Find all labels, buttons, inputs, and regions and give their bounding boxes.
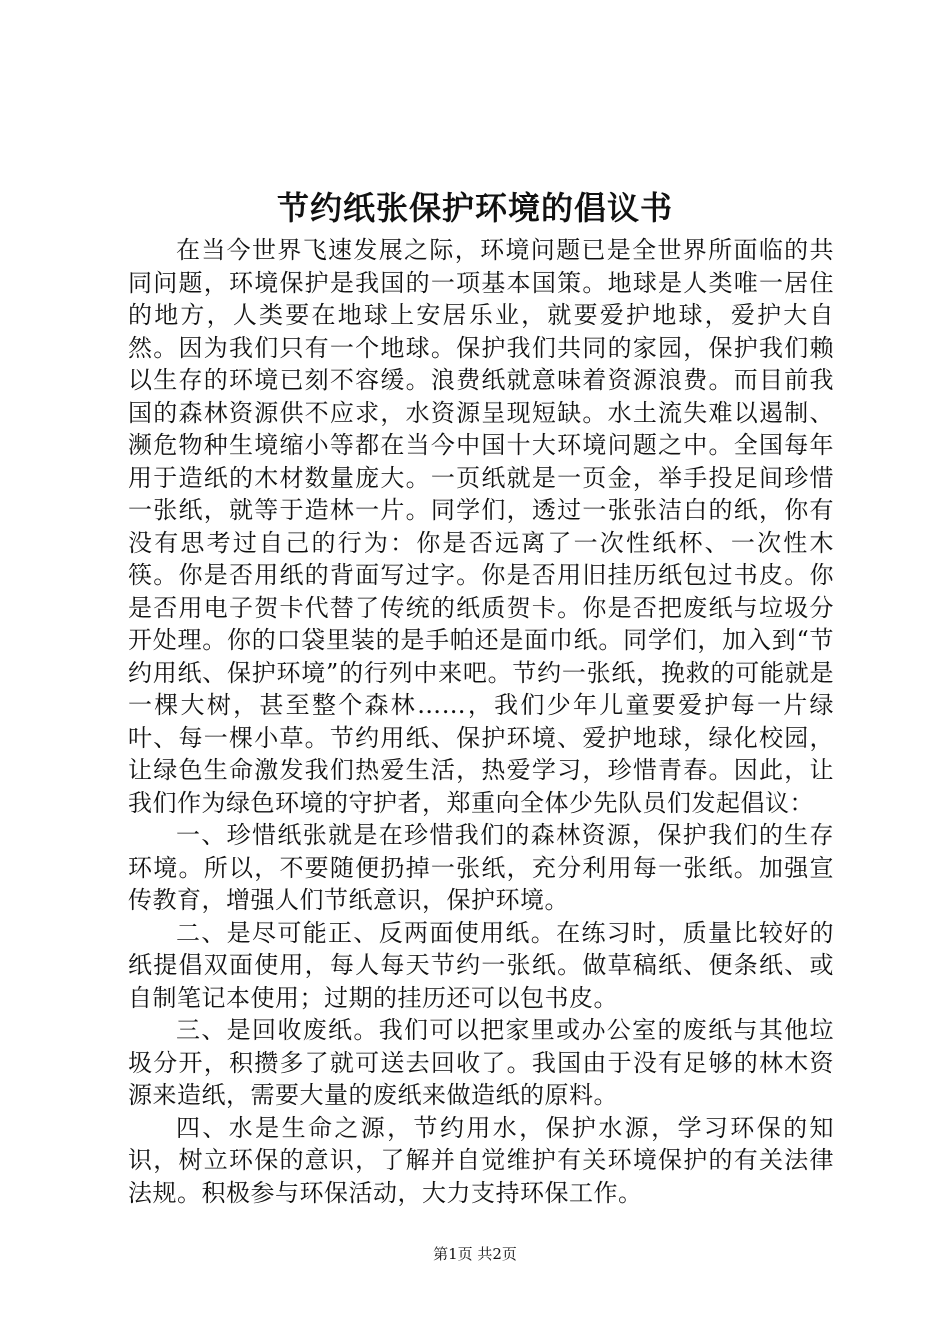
- proposal-item-2: 二、是尽可能正、反两面使用纸。在练习时，质量比较好的纸提倡双面使用，每人每天节约一张纸。做草稿纸、便条纸、或自制笔记本使用；过期的挂历还可以包书皮。: [128, 918, 834, 1012]
- document-body: [128, 234, 834, 1209]
- proposal-item-4: 四、水是生命之源，节约用水，保护水源，学习环保的知识，树立环保的意识，了解并自觉维护有关环境保护的有关法律法规。积极参与环保活动，大力支持环保工作。: [128, 1113, 834, 1207]
- proposal-item-3: 三、是回收废纸。我们可以把家里或办公室的废纸与其他垃圾分开，积攒多了就可送去回收了。我国由于没有足够的林木资源来造纸，需要大量的废纸来做造纸的原料。: [128, 1016, 834, 1109]
- proposal-item-1: 一、珍惜纸张就是在珍惜我们的森林资源，保护我们的生存环境。所以，不要随便扔掉一张纸，充分利用每一张纸。加强宣传教育，增强人们节纸意识，保护环境。: [128, 821, 834, 914]
- page-number-footer: 第1页 共2页: [433, 1245, 517, 1263]
- document-title: 节约纸张保护环境的倡议书: [276, 189, 673, 227]
- intro-paragraph: 在当今世界飞速发展之际，环境问题已是全世界所面临的共同问题，环境保护是我国的一项基本国策。地球是人类唯一居住的地方，人类要在地球上安居乐业，就要爱护地球，爱护大自然。因为我们只有一个地球。保护我们共同的家园，保护我们赖以生存的环境已刻不容缓。浪费纸就意味着资源浪费。而目前我国的森林资源供不应求，水资源呈现短缺。水土流失难以遏制、濒危物种生境缩小等都在当今中国十大环境问题之中。全国每年用于造纸的木材数量庞大。一页纸就是一页金，举手投足间珍惜一张纸，就等于造林一片。同学们，透过一张张洁白的纸，你有没有思考过自己的行为：你是否远离了一次性纸杯、一次性木筷。你是否用纸的背面写过字。你是否用旧挂历纸包过书皮。你是否用电子贺卡代替了传统的纸质贺卡。你是否把废纸与垃圾分开处理。你的口袋里装的是手帕还是面巾纸。同学们，加入到“节约用纸、保护环境”的行列中来吧。节约一张纸，挽救的可能就是一棵大树，甚至整个森林……，我们少年儿童要爱护每一片绿叶、每一棵小草。节约用纸、保护环境、爱护地球，绿化校园，让绿色生命激发我们热爱生活，热爱学习，珍惜青春。因此，让我们作为绿色环境的守护者，郑重向全体少先队员们发起倡议：: [128, 236, 834, 817]
